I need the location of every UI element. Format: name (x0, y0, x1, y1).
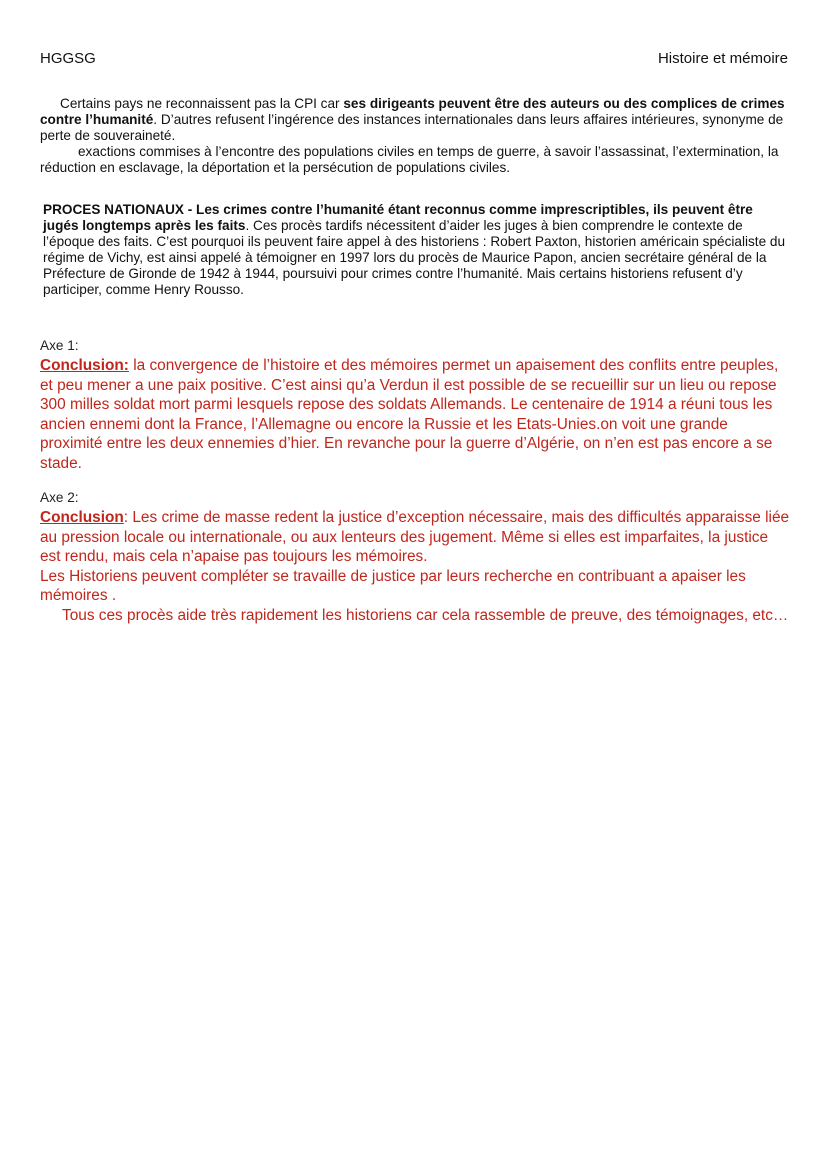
axe1-label: Axe 1: (40, 338, 79, 353)
page-header (40, 50, 788, 67)
axe2-historiens-paragraph: Les Historiens peuvent compléter se travaille de justice par leurs recherche en contribuant a apaiser les mémoires . (40, 567, 746, 605)
axe2-label: Axe 2: (40, 490, 79, 505)
proces-heading: PROCES NATIONAUX - Les crimes contre l’humanité étant reconnus comme imprescriptibles, ils peuvent être jugés longtemps après les faits (43, 202, 753, 233)
intro-section (40, 96, 792, 176)
axe1-section (40, 338, 792, 474)
axe1-conclusion: Conclusion: la convergence de l’histoire et des mémoires permet un apaisement des conflits entre peuples, et peu mener a une paix positive. C’est ainsi qu’a Verdun il est possible de se recueillir sur un lieu ou repose 300 milles soldat mort parmi lesquels repose des soldats Allemands. Le centenaire de 1914 a réuni tous les ancien ennemi dont la France, l’Allemagne ou encore la Russie et les Etats-Unies.on voit une grande proximité entre les deux ennemies d’hier. En revanche pour la guerre d’Algérie, on n’en est pas encore a se stade. (40, 357, 779, 472)
axe2-conclusion: Conclusion: Les crime de masse redent la justice d’exception nécessaire, mais des difficultés apparaisse liée au pression locale ou internationale, ou aux lenteurs des jugement. Même si elles est imparfaites, la justice est rendu, mais cela n’apaise pas toujours les mémoires. (40, 509, 790, 566)
intro-paragraph-exactions: exactions commises à l’encontre des populations civiles en temps de guerre, à savoir l’assassinat, l’extermination, la réduction en esclavage, la déportation et la persécution de populations civiles. (40, 144, 779, 175)
axe2-conclusion-label: Conclusion (40, 509, 124, 526)
axe2-section (40, 490, 792, 626)
header-course-code: HGGSG (40, 50, 96, 67)
axe1-conclusion-label: Conclusion: (40, 357, 129, 374)
header-topic: Histoire et mémoire (657, 50, 788, 67)
intro-paragraph-cpi: Certains pays ne reconnaissent pas la CPI car ses dirigeants peuvent être des auteurs ou des complices de crimes contre l’humanité. D’autres refusent l’ingérence des instances internationales dans leurs affaires intérieures, synonyme de perte de souveraineté. (40, 96, 785, 143)
proces-nationaux-section (40, 202, 792, 298)
axe2-proces-paragraph: Tous ces procès aide très rapidement les historiens car cela rassemble de preuve, des témoignages, etc… (62, 606, 789, 624)
proces-text: . Ces procès tardifs nécessitent d’aider les juges à bien comprendre le contexte de l’époque des faits. C’est pourquoi ils peuvent faire appel à des historiens : Robert Paxton, historien américain spécialiste du régime de Vichy, est ainsi appelé à témoigner en 1997 lors du procès de Maurice Papon, ancien secrétaire général de la Préfecture de Gironde de 1942 à 1944, poursuivi pour crimes contre l’humanité. Mais certains historiens refusent d’y participer, comme Henry Rousso. (43, 218, 786, 297)
